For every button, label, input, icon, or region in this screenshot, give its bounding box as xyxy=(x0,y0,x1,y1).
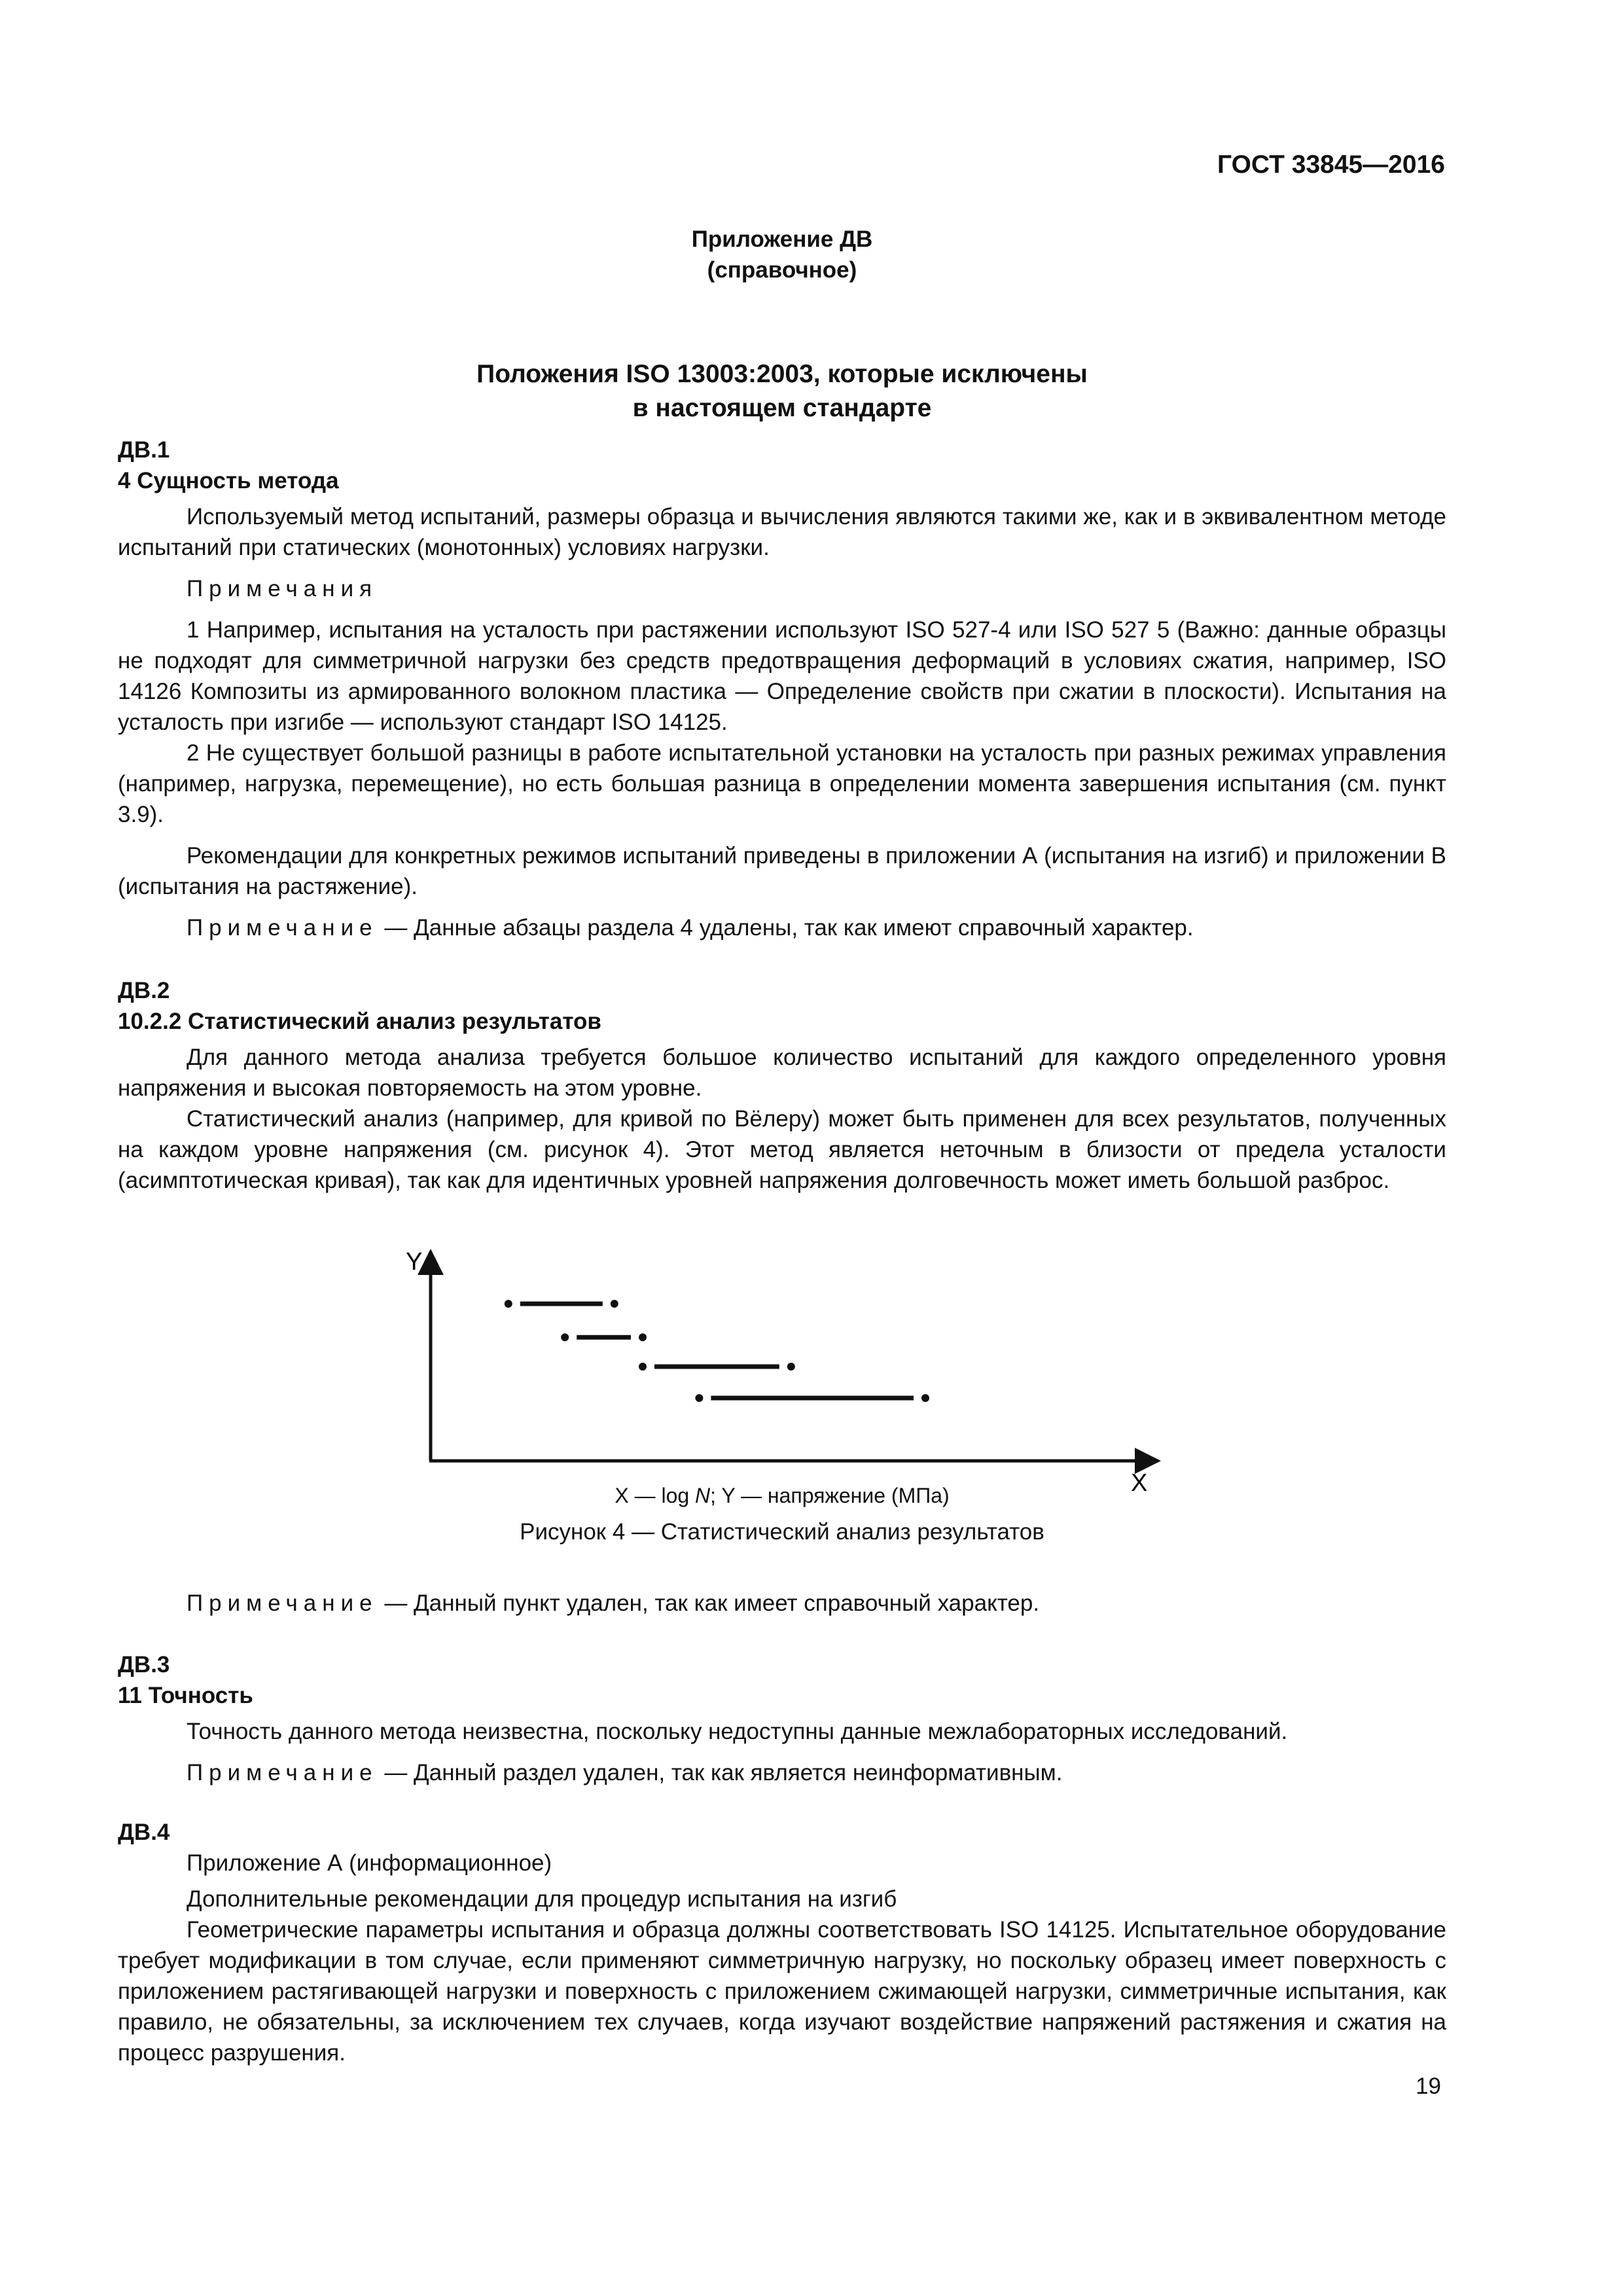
legend-n-symbol: N xyxy=(695,1484,711,1507)
appendix-type: (справочное) xyxy=(707,257,857,283)
note-text: — Данный пункт удален, так как имеет справочный характер. xyxy=(378,1590,1040,1616)
range-point-3-min xyxy=(639,1363,647,1371)
range-point-1-max xyxy=(611,1300,618,1308)
subheading: Дополнительные рекомендации для процедур испытания на изгиб xyxy=(187,1886,897,1912)
section-id: ДВ.4 xyxy=(118,1820,170,1845)
notes-label: Примечания xyxy=(187,576,378,601)
document-title-line-2: в настоящем стандарте xyxy=(632,394,932,422)
x-axis-label: X xyxy=(1131,1469,1148,1497)
note-1: 1 Например, испытания на усталость при растяжении используют ISO 527-4 или ISO 527 5 (Важно: данные образцы не подходят для симметричной нагрузки без средств предотвращения деформаций в условиях сжатия, например, ISO 14126 Композиты из армированного волокном пластика — Определение свойств при сжатии в плоскости). Испытания на усталость при изгибе — используют стандарт ISO 14125. xyxy=(118,617,1446,735)
document-title-line-1: Положения ISO 13003:2003, которые исключены xyxy=(476,360,1088,388)
range-point-2-max xyxy=(639,1333,647,1341)
appendix-reference: Приложение А (информационное) xyxy=(187,1850,552,1876)
paragraph: Статистический анализ (например, для кривой по Вёлеру) может быть применен для всех результатов, полученных на каждом уровне напряжения (см. рисунок 4). Этот метод является неточным в близости от предела усталости (асимптотическая кривая), так как для идентичных уровней напряжения долговечность может иметь большой разброс. xyxy=(118,1106,1446,1193)
range-point-2-min xyxy=(561,1333,569,1341)
paragraph: Геометрические параметры испытания и образца должны соответствовать ISO 14125. Испытательное оборудование требует модификации в том случае, если применяют симметричную нагрузку, но поскольку образец имеет поверхность с приложением растягивающей нагрузки и поверхность с приложением сжимающей нагрузки, симметричные испытания, как правило, не обязательны, за исключением тех случаев, когда изучают воздействие напряжений растяжения и сжатия на процесс разрушения. xyxy=(118,1917,1446,2066)
paragraph: Точность данного метода неизвестна, поскольку недоступны данные межлабораторных исследований. xyxy=(187,1719,1288,1744)
section-dv3 xyxy=(118,1649,1446,1788)
note xyxy=(118,1588,1446,1619)
legend-x-text: X — log xyxy=(615,1484,696,1507)
note-label: Примечание xyxy=(187,1590,378,1616)
legend-y-text: ; Y — напряжение (МПа) xyxy=(710,1484,950,1507)
range-point-4-max xyxy=(921,1394,929,1402)
figure-caption: Рисунок 4 — Статистический анализ результатов xyxy=(520,1519,1044,1545)
page-number: 19 xyxy=(1416,2073,1441,2099)
paragraph: Используемый метод испытаний, размеры образца и вычисления являются такими же, как и в эквивалентном методе испытаний при статических (монотонных) условиях нагрузки. xyxy=(118,504,1446,560)
paragraph: Рекомендации для конкретных режимов испытаний приведены в приложении А (испытания на изгиб) и приложении В (испытания на растяжение). xyxy=(118,843,1446,899)
section-heading: 11 Точность xyxy=(118,1683,253,1708)
range-point-3-max xyxy=(787,1363,795,1371)
note-text: — Данный раздел удален, так как является неинформативным. xyxy=(378,1760,1063,1785)
note xyxy=(118,1757,1446,1788)
figure-legend xyxy=(118,1480,1446,1511)
section-id: ДВ.1 xyxy=(118,437,170,463)
section-id: ДВ.3 xyxy=(118,1652,170,1677)
section-heading: 4 Сущность метода xyxy=(118,468,339,493)
standard-number: ГОСТ 33845—2016 xyxy=(1217,151,1445,179)
section-heading: 10.2.2 Статистический анализ результатов xyxy=(118,1009,601,1034)
section-dv2-note xyxy=(118,1588,1446,1619)
section-dv4 xyxy=(118,1817,1446,2068)
section-id: ДВ.2 xyxy=(118,978,170,1003)
paragraph: Для данного метода анализа требуется большое количество испытаний для каждого определенного уровня напряжения и высокая повторяемость на этом уровне. xyxy=(118,1045,1446,1101)
y-axis-label: Y xyxy=(406,1248,423,1276)
note-2: 2 Не существует большой разницы в работе испытательной установки на усталость при разных режимах управления (например, нагрузка, перемещение), но есть большая разница в определении момента завершения испытания (см. пункт 3.9). xyxy=(118,740,1446,827)
note-label: Примечание xyxy=(187,915,378,941)
note-label: Примечание xyxy=(187,1760,378,1785)
range-point-1-min xyxy=(505,1300,512,1308)
appendix-title: Приложение ДВ xyxy=(691,226,873,252)
range-point-4-min xyxy=(695,1394,703,1402)
note-text: — Данные абзацы раздела 4 удалены, так как имеют справочный характер. xyxy=(378,915,1194,941)
